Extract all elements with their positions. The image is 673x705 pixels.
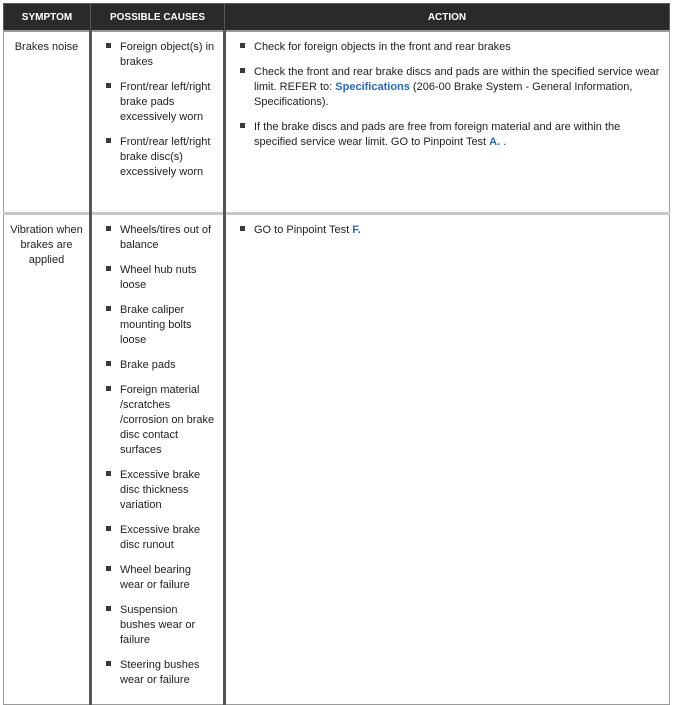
bullet-icon [106,526,111,531]
action-text: Check for foreign objects in the front and rear brakes [254,41,511,53]
list-item [240,223,661,238]
cause-text: Foreign object(s) in brakes [120,41,215,68]
bullet-icon [106,566,111,571]
cause-text: Wheel bearing wear or failure [120,564,191,591]
diagnosis-table-container [3,3,669,691]
list-item [106,263,215,293]
causes-list [92,32,223,180]
bullet-icon [106,43,111,48]
bullet-icon [106,386,111,391]
action-text: GO to Pinpoint Test [254,224,353,236]
header-action: ACTION [225,4,670,32]
header-possible-causes: POSSIBLE CAUSES [91,4,225,32]
pinpoint-test-f-link[interactable]: F. [352,224,361,236]
action-text-suffix: . [500,136,507,148]
header-row [4,4,670,32]
pinpoint-test-a-link[interactable]: A. [489,136,501,148]
cause-text: Steering bushes wear or failure [120,659,200,686]
cause-text: Excessive brake disc thickness variation [120,469,201,511]
list-item [106,80,215,125]
symptom-cell: Brakes noise [4,31,91,214]
cause-text: Wheel hub nuts loose [120,264,197,291]
bullet-icon [240,43,245,48]
cause-text: Front/rear left/right brake pads excessively worn [120,81,211,123]
list-item [106,658,215,688]
bullet-icon [106,138,111,143]
cause-text: Excessive brake disc runout [120,524,201,551]
bullet-icon [106,306,111,311]
bullet-icon [106,471,111,476]
bullet-icon [106,83,111,88]
header-symptom: SYMPTOM [4,4,91,32]
causes-cell [91,214,225,705]
bullet-icon [240,226,245,231]
bullet-icon [240,68,245,73]
list-item [106,358,215,373]
bullet-icon [106,661,111,666]
list-item [240,65,661,110]
list-item [106,383,215,458]
bullet-icon [106,226,111,231]
list-item [106,135,215,180]
list-item [106,603,215,648]
cause-text: Front/rear left/right brake disc(s) excessively worn [120,136,211,178]
action-cell [225,31,670,214]
symptom-cell: Vibration when brakes are applied [4,214,91,705]
table-row [4,31,670,214]
bullet-icon [106,266,111,271]
specifications-link[interactable]: Specifications [335,81,410,93]
list-item [106,563,215,593]
bullet-icon [106,361,111,366]
list-item [240,40,661,55]
action-text-suffix: (206-00 Brake System - General Information, Specifications). [254,81,633,108]
symptom-diagnosis-table [3,3,670,705]
table-row [4,214,670,705]
action-text: If the brake discs and pads are free from foreign material and are within the specified service wear limit. GO to Pinpoint Test [254,121,621,148]
cause-text: Wheels/tires out of balance [120,224,212,251]
causes-list [92,215,223,688]
bullet-icon [106,606,111,611]
action-text: Check the front and rear brake discs and pads are within the specified service wear limit. REFER to: [254,66,660,93]
cause-text: Brake pads [120,359,176,371]
list-item [106,523,215,553]
action-cell [225,214,670,705]
list-item [240,120,661,150]
cause-text: Suspension bushes wear or failure [120,604,196,646]
causes-cell [91,31,225,214]
list-item [106,303,215,348]
list-item [106,468,215,513]
actions-list [226,32,669,150]
list-item [106,223,215,253]
cause-text: Brake caliper mounting bolts loose [120,304,192,346]
bullet-icon [240,123,245,128]
actions-list [226,215,669,238]
list-item [106,40,215,70]
cause-text: Foreign material /scratches /corrosion on brake disc contact surfaces [120,384,215,456]
